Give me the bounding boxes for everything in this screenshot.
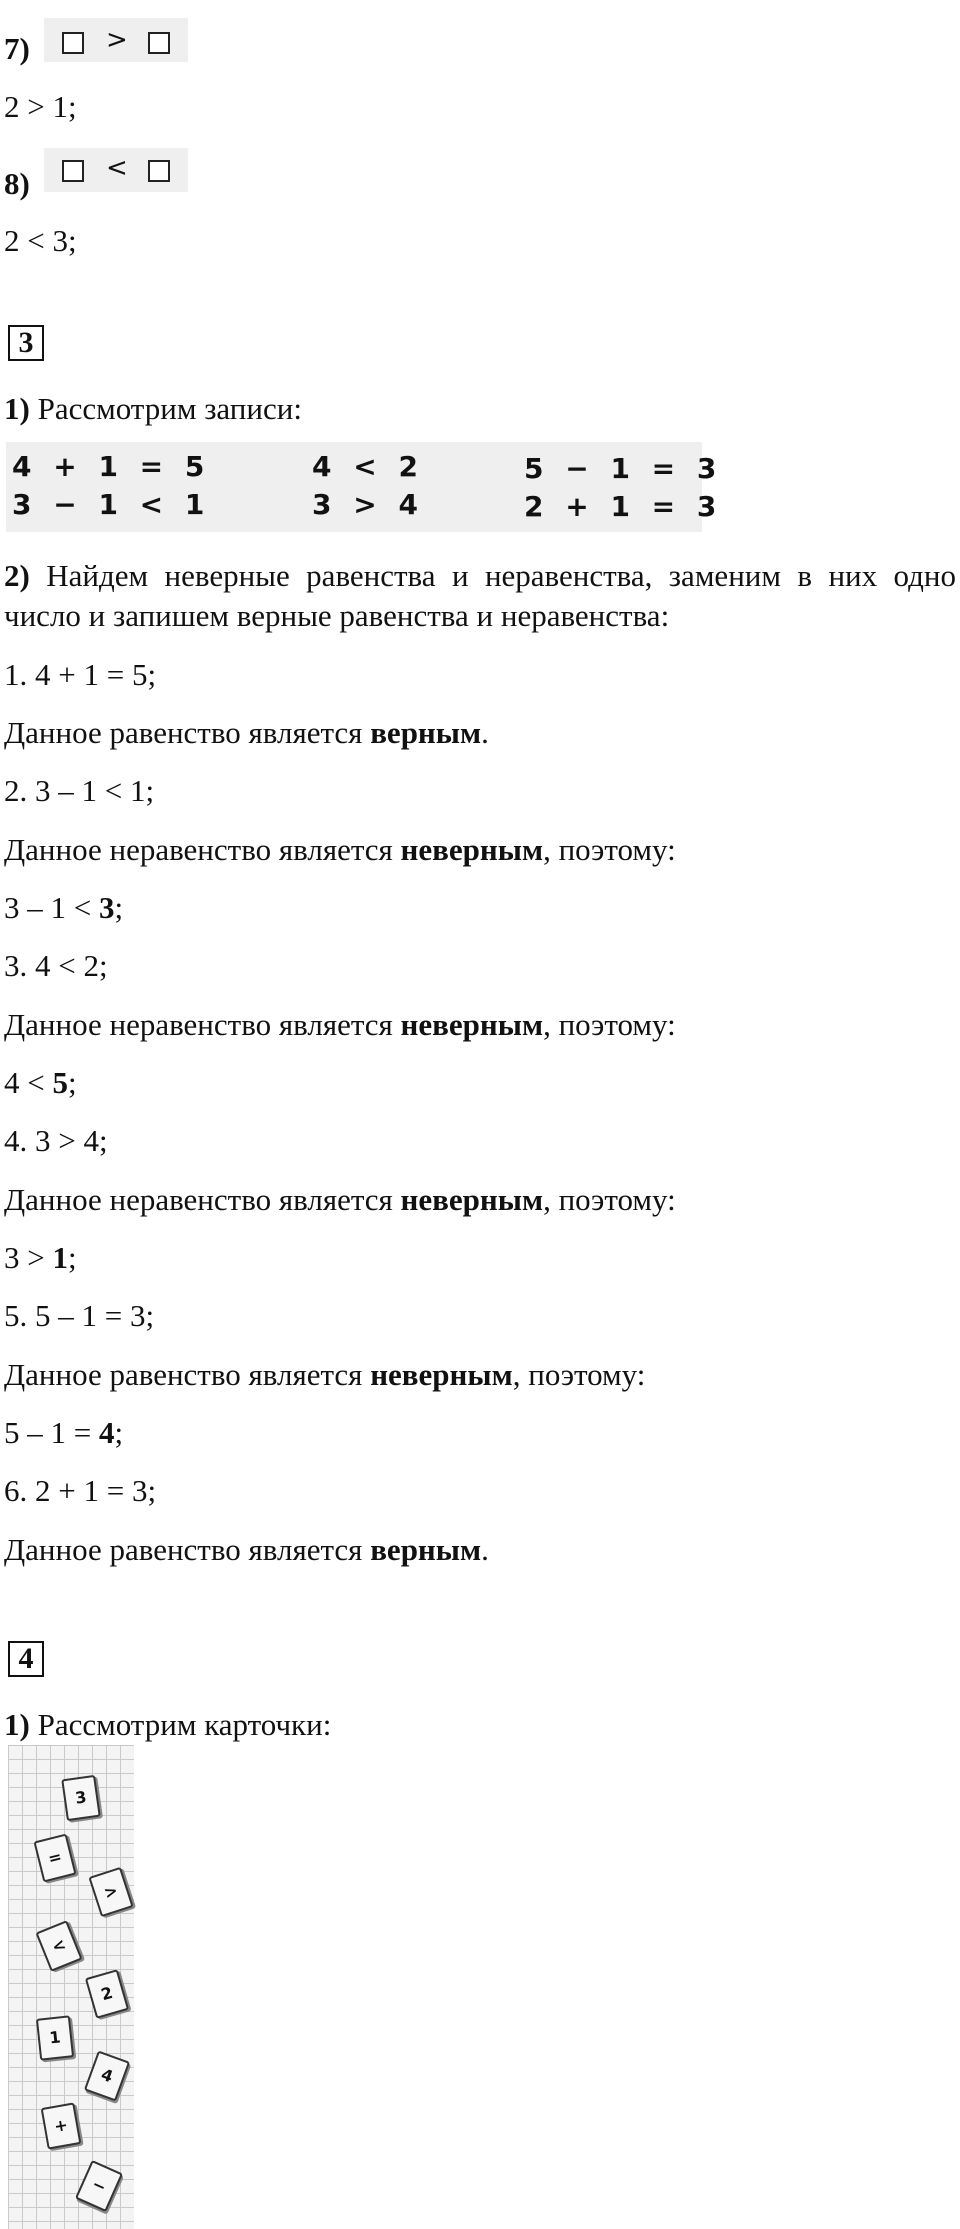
solution-line: Данное равенство является верным. <box>4 1532 489 1567</box>
item-7-label: 7) <box>4 31 30 66</box>
card: + <box>41 2102 82 2149</box>
item-7-answer: 2 > 1; <box>4 89 77 124</box>
task-3-step-1: 1) Рассмотрим записи: <box>4 391 302 426</box>
record-2-bottom: 3 > 4 <box>312 488 424 521</box>
solution-line: 3 > 1; <box>4 1240 77 1275</box>
card: 2 <box>85 1969 129 2019</box>
records-figure <box>6 442 723 532</box>
comparison-symbol: > <box>106 25 128 55</box>
card: 4 <box>84 2050 130 2101</box>
item-8-label: 8) <box>4 166 30 201</box>
card: 3 <box>61 1775 101 1821</box>
record-1-bottom: 3 − 1 < 1 <box>12 488 211 521</box>
comparison-symbol: < <box>106 153 128 183</box>
solution-line: 5 – 1 = 4; <box>4 1415 124 1450</box>
empty-box-icon <box>148 160 170 182</box>
empty-box-icon <box>148 32 170 54</box>
item-8-answer: 2 < 3; <box>4 223 77 258</box>
solution-line: Данное равенство является неверным, поэтому: <box>4 1357 646 1392</box>
item-7-figure <box>44 18 188 62</box>
cards-figure <box>8 1745 134 2229</box>
solution-line: 4 < 5; <box>4 1065 77 1100</box>
record-2-top: 4 < 2 <box>312 450 424 483</box>
solution-line: Данное неравенство является неверным, поэтому: <box>4 832 676 867</box>
solution-line: 2. 3 – 1 < 1; <box>4 773 155 808</box>
task-4-step-1: 1) Рассмотрим карточки: <box>4 1707 332 1742</box>
empty-box-icon <box>62 160 84 182</box>
solution-line: Данное неравенство является неверным, поэтому: <box>4 1007 676 1042</box>
record-3-bottom: 2 + 1 = 3 <box>524 490 723 523</box>
card: > <box>88 1867 133 1917</box>
solution-line: Данное неравенство является неверным, поэтому: <box>4 1182 676 1217</box>
solution-line: 1. 4 + 1 = 5; <box>4 657 157 692</box>
item-8-figure <box>44 148 188 192</box>
task-3-step-2: 2) Найдем неверные равенства и неравенства, заменим в них одно число и запишем верные равенства и неравенства: <box>4 558 956 633</box>
card: < <box>35 1920 82 1972</box>
solution-line: 6. 2 + 1 = 3; <box>4 1473 157 1508</box>
card: − <box>75 2160 123 2212</box>
card: = <box>33 1834 76 1883</box>
task-3-number: 3 <box>8 325 44 361</box>
task-4-number: 4 <box>8 1641 44 1677</box>
record-3-top: 5 − 1 = 3 <box>524 452 723 485</box>
solution-line: 5. 5 – 1 = 3; <box>4 1298 155 1333</box>
card: 1 <box>36 2015 74 2060</box>
solution-line: 3 – 1 < 3; <box>4 890 124 925</box>
record-1-top: 4 + 1 = 5 <box>12 450 211 483</box>
solution-line: 4. 3 > 4; <box>4 1123 108 1158</box>
solution-line: 3. 4 < 2; <box>4 948 108 983</box>
empty-box-icon <box>62 32 84 54</box>
solution-line: Данное равенство является верным. <box>4 715 489 750</box>
